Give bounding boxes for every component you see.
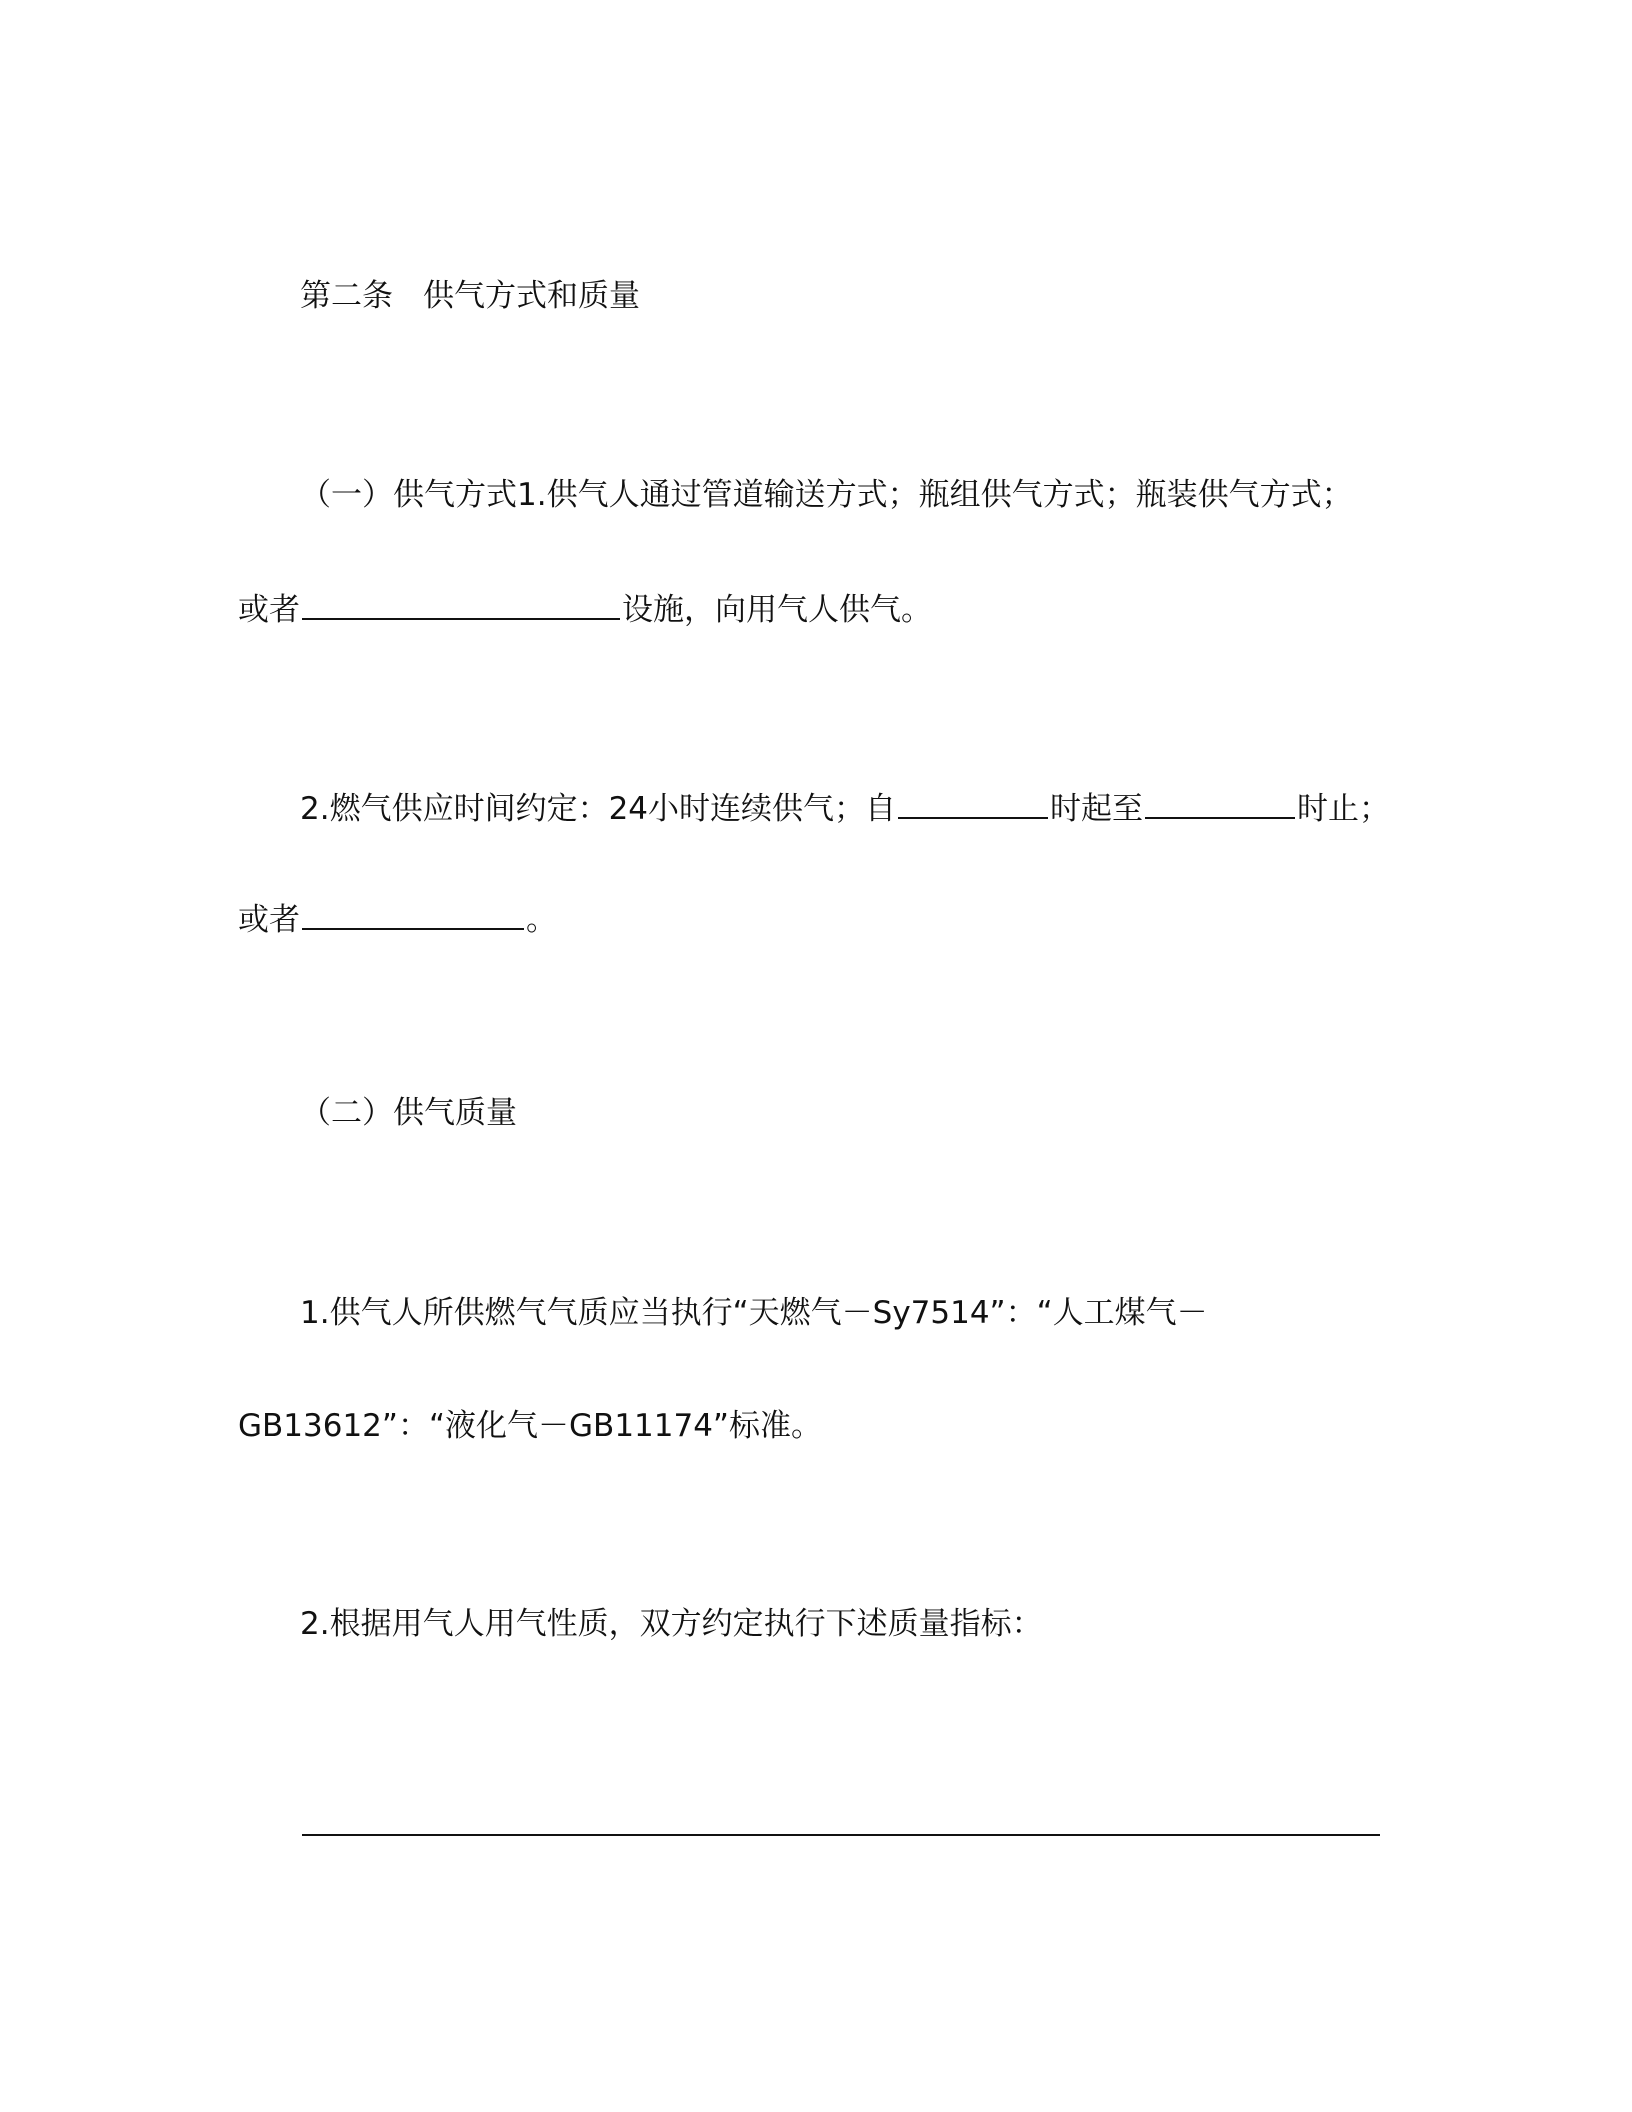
supply-time-line2-suffix: 。 — [526, 902, 557, 938]
supply-time-prefix: 2.燃气供应时间约定：24小时连续供气；自 — [300, 791, 897, 827]
start-time-blank[interactable] — [898, 785, 1048, 819]
supply-time-middle: 时起至 — [1050, 791, 1144, 827]
quality-item2: 2.根据用气人用气性质，双方约定执行下述质量指标： — [300, 1606, 1043, 1642]
supply-time-line1 — [300, 785, 1390, 829]
section-heading — [300, 276, 640, 316]
supply-time-suffix: 时止； — [1297, 791, 1391, 827]
quality-item1-line2: GB13612”：“液化气－GB11174”标准。 — [238, 1408, 822, 1444]
facility-suffix: 设施，向用气人供气。 — [622, 592, 932, 628]
or-label: 或者 — [238, 592, 300, 628]
section-title: 供气方式和质量 — [423, 278, 640, 314]
section-number: 第二条 — [300, 278, 393, 314]
quality-item1-line1: 1.供气人所供燃气气质应当执行“天燃气－Sy7514”：“人工煤气－ — [300, 1295, 1208, 1331]
supply-method-line2 — [238, 586, 932, 630]
supply-time-line2 — [238, 896, 557, 940]
or-label-2: 或者 — [238, 902, 300, 938]
quality-indicator-blank-line[interactable] — [302, 1834, 1380, 1836]
facility-blank[interactable] — [302, 586, 620, 620]
supply-quality-heading: （二）供气质量 — [300, 1095, 517, 1131]
end-time-blank[interactable] — [1145, 785, 1295, 819]
supply-method-line1: （一）供气方式1.供气人通过管道输送方式；瓶组供气方式；瓶装供气方式； — [300, 477, 1353, 513]
other-time-blank[interactable] — [302, 896, 524, 930]
